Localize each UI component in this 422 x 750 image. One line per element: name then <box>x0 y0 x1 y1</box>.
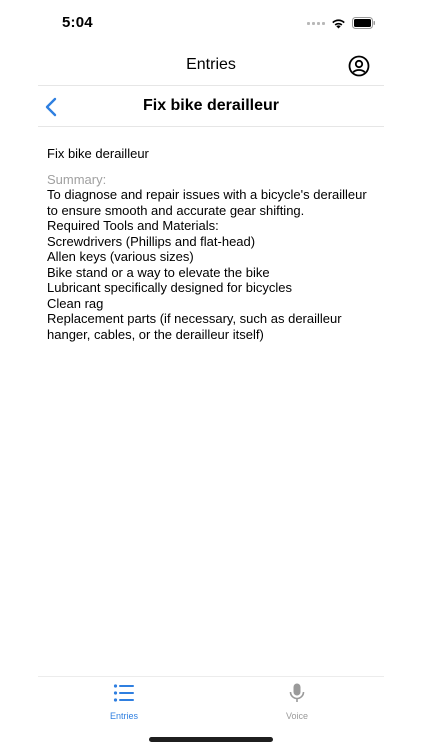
summary-line: Lubricant specifically designed for bicycles <box>47 280 292 295</box>
summary-line: Bike stand or a way to elevate the bike <box>47 264 270 280</box>
status-bar <box>0 0 422 48</box>
detail-title: Fix bike derailleur <box>142 97 280 114</box>
entry-name: Fix bike derailleur <box>47 146 149 161</box>
summary-line: Clean rag <box>47 295 104 311</box>
tab-bar <box>38 676 384 721</box>
battery-icon <box>352 17 376 29</box>
tab-entries-label: Entries <box>109 711 138 721</box>
wifi-icon <box>331 18 346 29</box>
microphone-icon <box>289 683 305 703</box>
summary-text <box>47 187 377 342</box>
summary-line: Replacement parts (if necessary, such as derailleur hanger, cables, or the derailleur itself) <box>47 311 342 342</box>
top-nav-bar <box>38 48 384 86</box>
account-icon[interactable] <box>348 55 370 77</box>
tab-voice-label: Voice <box>285 711 309 721</box>
summary-line: Screwdrivers (Phillips and flat-head) <box>47 233 256 249</box>
home-indicator <box>149 737 273 742</box>
detail-header <box>38 87 384 127</box>
status-time: 5:04 <box>62 14 93 31</box>
summary-line: To diagnose and repair issues with a bicycle's derailleur to ensure smooth and accurate gear shifting. <box>47 187 367 218</box>
tab-voice[interactable] <box>257 683 337 724</box>
status-icons <box>307 17 376 29</box>
summary-label: Summary: <box>47 172 107 187</box>
entry-content <box>47 146 377 342</box>
nav-title: Entries <box>186 56 236 73</box>
tab-entries[interactable] <box>84 683 164 724</box>
summary-line: Allen keys (various sizes) <box>47 249 194 264</box>
cellular-signal-icon <box>307 22 325 25</box>
list-icon <box>113 683 135 703</box>
summary-line: Required Tools and Materials: <box>47 218 219 233</box>
